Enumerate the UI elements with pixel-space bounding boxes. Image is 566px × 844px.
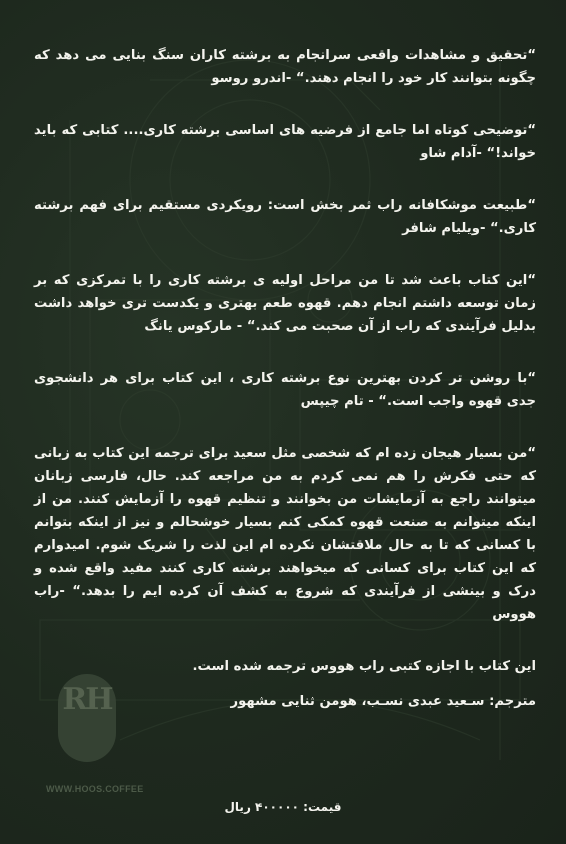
translation-permission: این کتاب با اجازه کتبی راب هووس ترجمه شده است. [192, 659, 536, 674]
quote-rob-hoos: “من بسیار هیجان زده ام که شخصی مثل سعید برای ترجمه این کتاب به زبانی که حتی فکرش را هم نمی کردم به من مراجعه کند. حال، فارسی زبانان میتوانند راجع به آزمایشات من بخوانند و تنظیم قهوه را آزمایش کنند. من از اینکه میتوانم به صنعت قهوه کمکی کنم بسیار خوشحالم و نیز از اینکه بتوانم با کسانی که تا به حال ملاقتشان نکرده ام این لذت را شریک شوم. امیدوارم که این کتاب برای کسانی که میخواهند برشته کاری کنند مفید واقع شده و درک و بینشی از فرآیندی که شروع به کشف آن کرده ایم را بدهد.“ -راب هووس [34, 446, 536, 622]
endorsements-text [34, 44, 536, 713]
rh-logo [46, 674, 148, 794]
quote-marcus-young: “این کتاب باعث شد تا من مراحل اولیه ی برشته کاری را با تمرکزی که بر زمان توسعه داشتم انجام دهم. قهوه طعم بهتری و یکدست تری خواهد داشت بدلیل فرآیندی که راب از آن صحبت می کند.“ - مارکوس یانگ [34, 273, 536, 334]
logo-letters: RH [62, 682, 112, 717]
logo-website: WWW.HOOS.COFFEE [46, 784, 144, 794]
quote-andrew-russo: “تحقیق و مشاهدات واقعی سرانجام به برشته کاران سنگ بنایی می دهد که چگونه بتوانند کار خود را انجام دهند.“ -اندرو روسو [34, 48, 536, 86]
quote-william-schaffer: “طبیعت موشکافانه راب ثمر بخش است: رویکردی مستقیم برای فهم برشته کاری.“ -ویلیام شافر [34, 198, 536, 236]
translators-credit: مترجم: سـعید عبدی نسـب، هومن ثنایی مشهور [230, 694, 536, 709]
price-label: قیمت: ۴۰۰۰۰۰ ریال [224, 800, 342, 814]
quote-tom-chips: “با روشن تر کردن بهترین نوع برشته کاری ، این کتاب برای هر دانشجوی جدی قهوه واجب است.“ - تام چیپس [34, 371, 536, 409]
quote-adam-shaw: “توضیحی کوتاه اما جامع از فرضیه های اساسی برشته کاری.... کتابی که باید خواند!“ -آدام شاو [34, 123, 536, 161]
